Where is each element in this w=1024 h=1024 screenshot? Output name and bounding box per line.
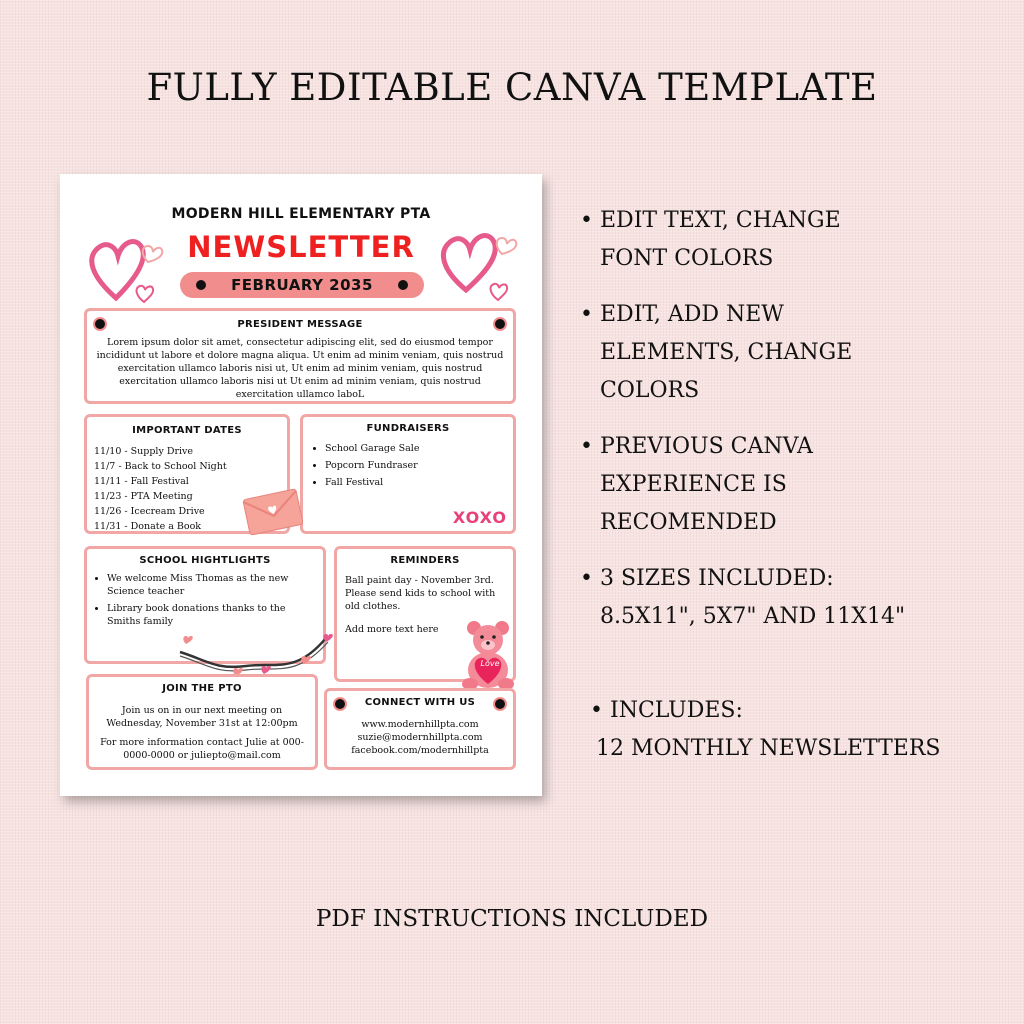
feature-line: EDIT TEXT, CHANGE <box>600 208 841 233</box>
connect-facebook[interactable]: facebook.com/modernhillpta <box>351 745 489 756</box>
join-text-2: For more information contact Julie at 000-0000-0000 or juliepto@mail.com <box>100 737 304 761</box>
banner-dot-icon <box>196 280 206 290</box>
feature-line: 3 SIZES INCLUDED: <box>600 566 834 591</box>
org-name: MODERN HILL ELEMENTARY PTA <box>171 206 431 222</box>
bullet-icon: • <box>580 566 593 591</box>
highlight-item: • We welcome Miss Thomas as the new Science teacher <box>107 572 317 598</box>
pin-icon <box>493 697 507 711</box>
bullet-icon: • <box>580 434 593 459</box>
date-item: 11/7 - Back to School Night <box>94 461 227 472</box>
president-message-box <box>84 308 516 404</box>
fundraiser-item: • Fall Festival <box>325 476 513 489</box>
date-item: 11/26 - Icecream Drive <box>94 506 205 517</box>
pin-icon <box>93 317 107 331</box>
feature-line: EXPERIENCE IS <box>600 472 787 497</box>
month-label: FEBRUARY 2035 <box>231 276 373 294</box>
pin-icon <box>333 697 347 711</box>
feature-line: 12 MONTHLY NEWSLETTERS <box>596 736 941 761</box>
bullet-icon: • <box>580 302 593 327</box>
fundraiser-item: • Popcorn Fundraser <box>325 459 513 472</box>
feature-line: COLORS <box>600 378 700 403</box>
fundraisers-heading: FUNDRAISERS <box>366 423 450 434</box>
pin-icon <box>493 317 507 331</box>
dates-heading: IMPORTANT DATES <box>132 425 242 436</box>
date-item: 11/11 - Fall Festival <box>94 476 189 487</box>
highlight-item: • Library book donations thanks to the Smiths family <box>107 602 317 628</box>
reminders-extra: Add more text here <box>345 624 439 635</box>
join-pto-box <box>86 674 318 770</box>
reminders-heading: REMINDERS <box>390 555 460 566</box>
newsletter-sheet <box>60 174 542 796</box>
bullet-icon: • <box>580 208 593 233</box>
feature-line: PREVIOUS CANVA <box>600 434 813 459</box>
connect-heading: CONNECT WITH US <box>364 697 476 708</box>
president-body: Lorem ipsum dolor sit amet, consectetur adipiscing elit, sed do eiusmod tempor incididunt ut labore et dolore magna aliqua. Ut enim ad minim veniam, quis nostrud exercitation ullamco laboris nisi ut, Ut enim ad minim veniam, quis nostrud exercitation ullamco laboris nisi ut Ut enim ad minim veniam, quis nostrud exercitation ullamco laboL <box>96 337 504 400</box>
connect-website[interactable]: www.modernhillpta.com <box>361 719 479 730</box>
join-heading: JOIN THE PTO <box>162 683 242 694</box>
fundraisers-box <box>300 414 516 534</box>
month-banner <box>180 272 424 298</box>
page-footer: PDF INSTRUCTIONS INCLUDED <box>315 906 709 932</box>
join-text-1: Join us on in our next meeting on Wednesday, November 31st at 12:00pm <box>106 705 298 729</box>
feature-line: EDIT, ADD NEW <box>600 302 784 327</box>
feature-line: RECOMENDED <box>600 510 777 535</box>
connect-box <box>324 688 516 770</box>
feature-line: 8.5X11", 5X7" AND 11X14" <box>600 604 906 629</box>
date-item: 11/23 - PTA Meeting <box>94 491 193 502</box>
feature-line: FONT COLORS <box>600 246 774 271</box>
reminders-body: Ball paint day - November 3rd. Please send kids to school with old clothes. <box>345 575 496 612</box>
bear-heart-label: Love <box>480 659 500 668</box>
envelope-icon <box>238 486 308 538</box>
page-headline: FULLY EDITABLE CANVA TEMPLATE <box>146 66 878 109</box>
feature-line: ELEMENTS, CHANGE <box>600 340 853 365</box>
banner-dot-icon <box>398 280 408 290</box>
connect-email[interactable]: suzie@modernhillpta.com <box>357 732 483 743</box>
highlights-heading: SCHOOL HIGHTLIGHTS <box>139 555 271 566</box>
feature-line: INCLUDES: <box>610 698 743 723</box>
teddy-bear-icon <box>458 618 520 692</box>
date-item: 11/10 - Supply Drive <box>94 446 194 457</box>
fundraiser-item: • School Garage Sale <box>325 442 513 455</box>
president-heading: PRESIDENT MESSAGE <box>237 319 363 330</box>
newsletter-title: NEWSLETTER <box>187 230 415 264</box>
xoxo-text: XOXO <box>452 508 507 527</box>
date-item: 11/31 - Donate a Book <box>94 521 202 532</box>
bullet-icon: • <box>590 698 603 723</box>
